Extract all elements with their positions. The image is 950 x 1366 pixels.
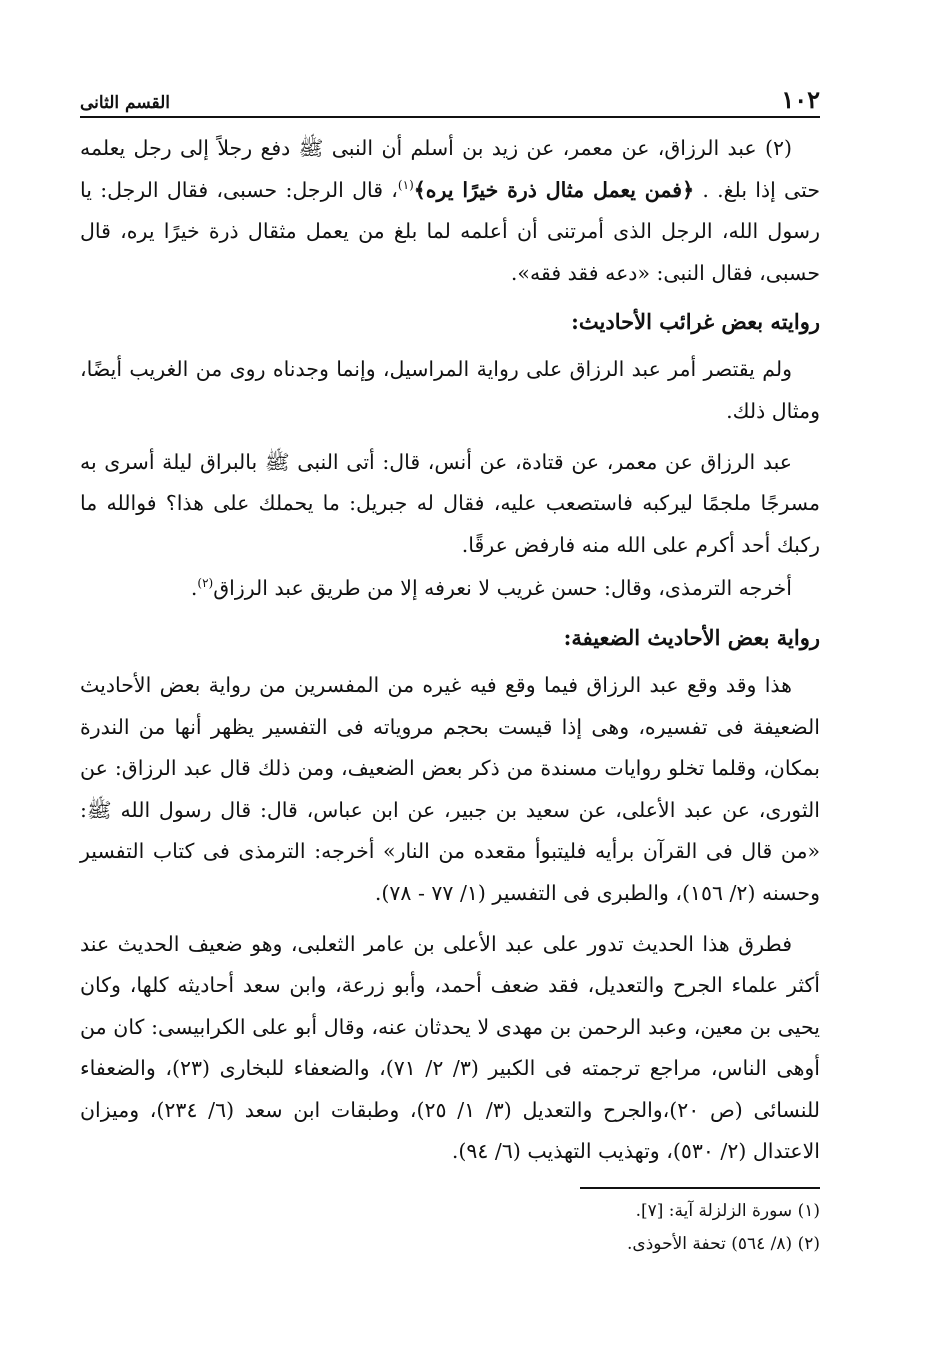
paragraph-text: أخرجه الترمذى، وقال: حسن غريب لا نعرفه إلا من طريق عبد الرزاق (213, 576, 792, 601)
paragraph-6: فطرق هذا الحديث تدور على عبد الأعلى بن عامر الثعلبى، وهو ضعيف الحديث عند أكثر علماء الجرح والتعديل، فقد ضعف أحمد، وأبو زرعة، وابن سعد أحاديثه كلها، وكان يحيى بن معين، وعبد الرحمن بن مهدى لا يحدثان عنه، وقال أبو على الكرابيسى: كان من أوهى الناس، مراجع ترجمته فى الكبير (٣/ ٢/ ٧١)، والضعفاء للبخارى (٢٣)، والضعفاء للنسائى (ص ٢٠)،والجرح والتعديل (٣/ ١/ ٢٥)، وطبقات ابن سعد (٦/ ٢٣٤)، وميزان الاعتدال (٢/ ٥٣٠)، وتهذيب التهذيب (٦/ ٩٤). (80, 931, 821, 1164)
page-number: ١٠٢ (781, 85, 820, 114)
section-heading-rare-hadiths: روايته بعض غرائب الأحاديث: (571, 309, 820, 335)
footnote-divider (580, 1187, 820, 1189)
paragraph-text: (٢) عبد الرزاق، عن معمر، عن زيد بن أسلم أن النبى ﷺ دفع رجلاً إلى رجل يعلمه حتى إذا بلغ. . (80, 136, 820, 202)
page-body (80, 128, 820, 1261)
paragraph-text: ، قال الرجل: حسبى، فقال الرجل: يا رسول الله، الرجل الذى أمرتنى أن أعلمه لما بلغ من يعمل مثقال ذرة خيرًا يره، قال حسبى، فقال النبى: «دعه فقد فقه». (80, 177, 820, 285)
running-section-title: القسم الثانى (80, 93, 171, 113)
book-page (80, 82, 820, 1302)
hadith-paragraph-3: عبد الرزاق عن معمر، عن قتادة، عن أنس، قال: أتى النبى ﷺ بالبراق ليلة أسرى به مسرجًا ملجمًا ليركبه فاستصعب عليه، فقال له جبريل: ما يحملك على هذا؟ فوالله ما ركبك أحد أكرم على الله منه فارفض عرقًا. (80, 449, 820, 557)
quran-verse: ﴿فمن يعمل مثال ذرة خيرًا يره﴾ (413, 177, 695, 202)
page-header (80, 82, 820, 118)
footnote-1: (١) سورة الزلزلة آية: [٧]. (635, 1201, 820, 1222)
paragraph-5: هذا وقد وقع عبد الرزاق فيما وقع فيه غيره من المفسرين من رواية بعض الأحاديث الضعيفة فى تفسيره، وهى إذا قيست بحجم مروياته فى التفسير يظهر أنها من الندرة بمكان، وقلما تخلو روايات مسندة من ذكر بعض الضعيف، ومن ذلك قال عبد الرزاق: عن الثورى، عن عبد الأعلى، عن سعيد بن جبير، عن ابن عباس، قال: قال رسول الله ﷺ: «من قال فى القرآن برأيه فليتبوأ مقعده من النار» أخرجه: الترمذى فى كتاب التفسير وحسنه (٢/ ١٥٦)، والطبرى فى التفسير (١/ ٧٧ - ٧٨). (80, 672, 820, 905)
footnote-2: (٢) (٨/ ٥٦٤) تحفة الأحوذى. (627, 1234, 820, 1255)
paragraph-4: أخرجه الترمذى، وقال: حسن غريب لا نعرفه إلا من طريق عبد الرزاق$^{(٢)}$. (190, 576, 792, 601)
hadith-paragraph-1 (80, 128, 820, 294)
paragraph-2: ولم يقتصر أمر عبد الرزاق على رواية المراسيل، وإنما وجدناه روى من الغريب أيضًا، ومثال ذلك. (80, 357, 820, 423)
footnote-ref-2: (٢) (197, 576, 214, 591)
section-heading-weak-hadiths: رواية بعض الأحاديث الضعيفة: (563, 624, 820, 650)
footnote-ref-1: (١) (397, 177, 414, 192)
